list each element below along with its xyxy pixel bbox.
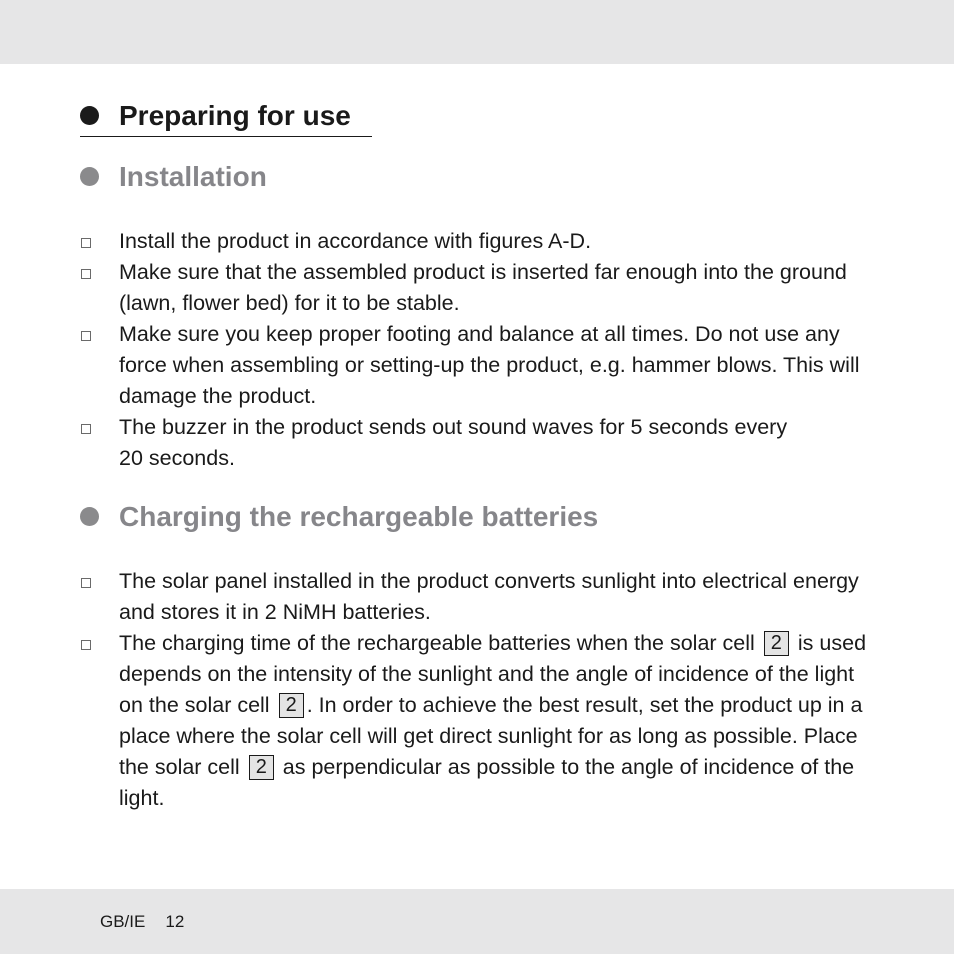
checkbox-bullet-icon bbox=[81, 238, 91, 248]
list-item bbox=[80, 226, 880, 257]
list-item-text: Install the product in accordance with figures A-D. bbox=[119, 229, 592, 253]
installation-list bbox=[80, 226, 880, 474]
subsection-title: Charging the rechargeable batteries bbox=[119, 501, 599, 532]
list-item bbox=[80, 257, 880, 319]
list-item-text: Make sure that the assembled product is inserted far enough into the ground (lawn, flower bed) for it to be stable. bbox=[119, 260, 847, 315]
header-band bbox=[0, 0, 954, 64]
list-item bbox=[80, 628, 880, 814]
checkbox-bullet-icon bbox=[81, 424, 91, 434]
bullet-dot-icon bbox=[80, 507, 99, 526]
section-title: Preparing for use bbox=[119, 100, 351, 131]
list-item-text: . In order to achieve the best result, set the product up in a place where the solar cell will get direct sunlight for as long as possible. Place the solar cell bbox=[119, 693, 863, 779]
list-item-text: The buzzer in the product sends out sound waves for 5 seconds every 20 seconds. bbox=[119, 415, 788, 470]
figure-reference-badge: 2 bbox=[249, 755, 274, 780]
figure-reference-badge: 2 bbox=[764, 631, 789, 656]
page-number: 12 bbox=[165, 912, 185, 931]
subsection-title: Installation bbox=[119, 161, 267, 192]
list-item-text: The charging time of the rechargeable batteries when the solar cell bbox=[119, 631, 755, 655]
list-item-text: as perpendicular as possible to the angle of incidence of the light. bbox=[119, 755, 855, 810]
charging-list bbox=[80, 566, 880, 814]
section-heading-preparing bbox=[80, 98, 372, 137]
footer-region: GB/IE bbox=[100, 912, 146, 931]
figure-reference-badge: 2 bbox=[279, 693, 304, 718]
page-footer bbox=[100, 912, 184, 932]
checkbox-bullet-icon bbox=[81, 331, 91, 341]
bullet-dot-icon bbox=[80, 167, 99, 186]
checkbox-bullet-icon bbox=[81, 578, 91, 588]
list-item bbox=[80, 412, 880, 474]
list-item bbox=[80, 566, 880, 628]
checkbox-bullet-icon bbox=[81, 640, 91, 650]
list-item bbox=[80, 319, 880, 412]
list-item-text: is used depends on the intensity of the sunlight and the angle of incidence of the light on the solar cell bbox=[119, 631, 867, 717]
bullet-dot-icon bbox=[80, 106, 99, 125]
list-item-text: Make sure you keep proper footing and balance at all times. Do not use any force when assembling or setting-up the product, e.g. hammer blows. This will damage the product. bbox=[119, 322, 860, 408]
checkbox-bullet-icon bbox=[81, 269, 91, 279]
list-item-text: The solar panel installed in the product converts sunlight into electrical energy and stores it in 2 NiMH batteries. bbox=[119, 569, 859, 624]
